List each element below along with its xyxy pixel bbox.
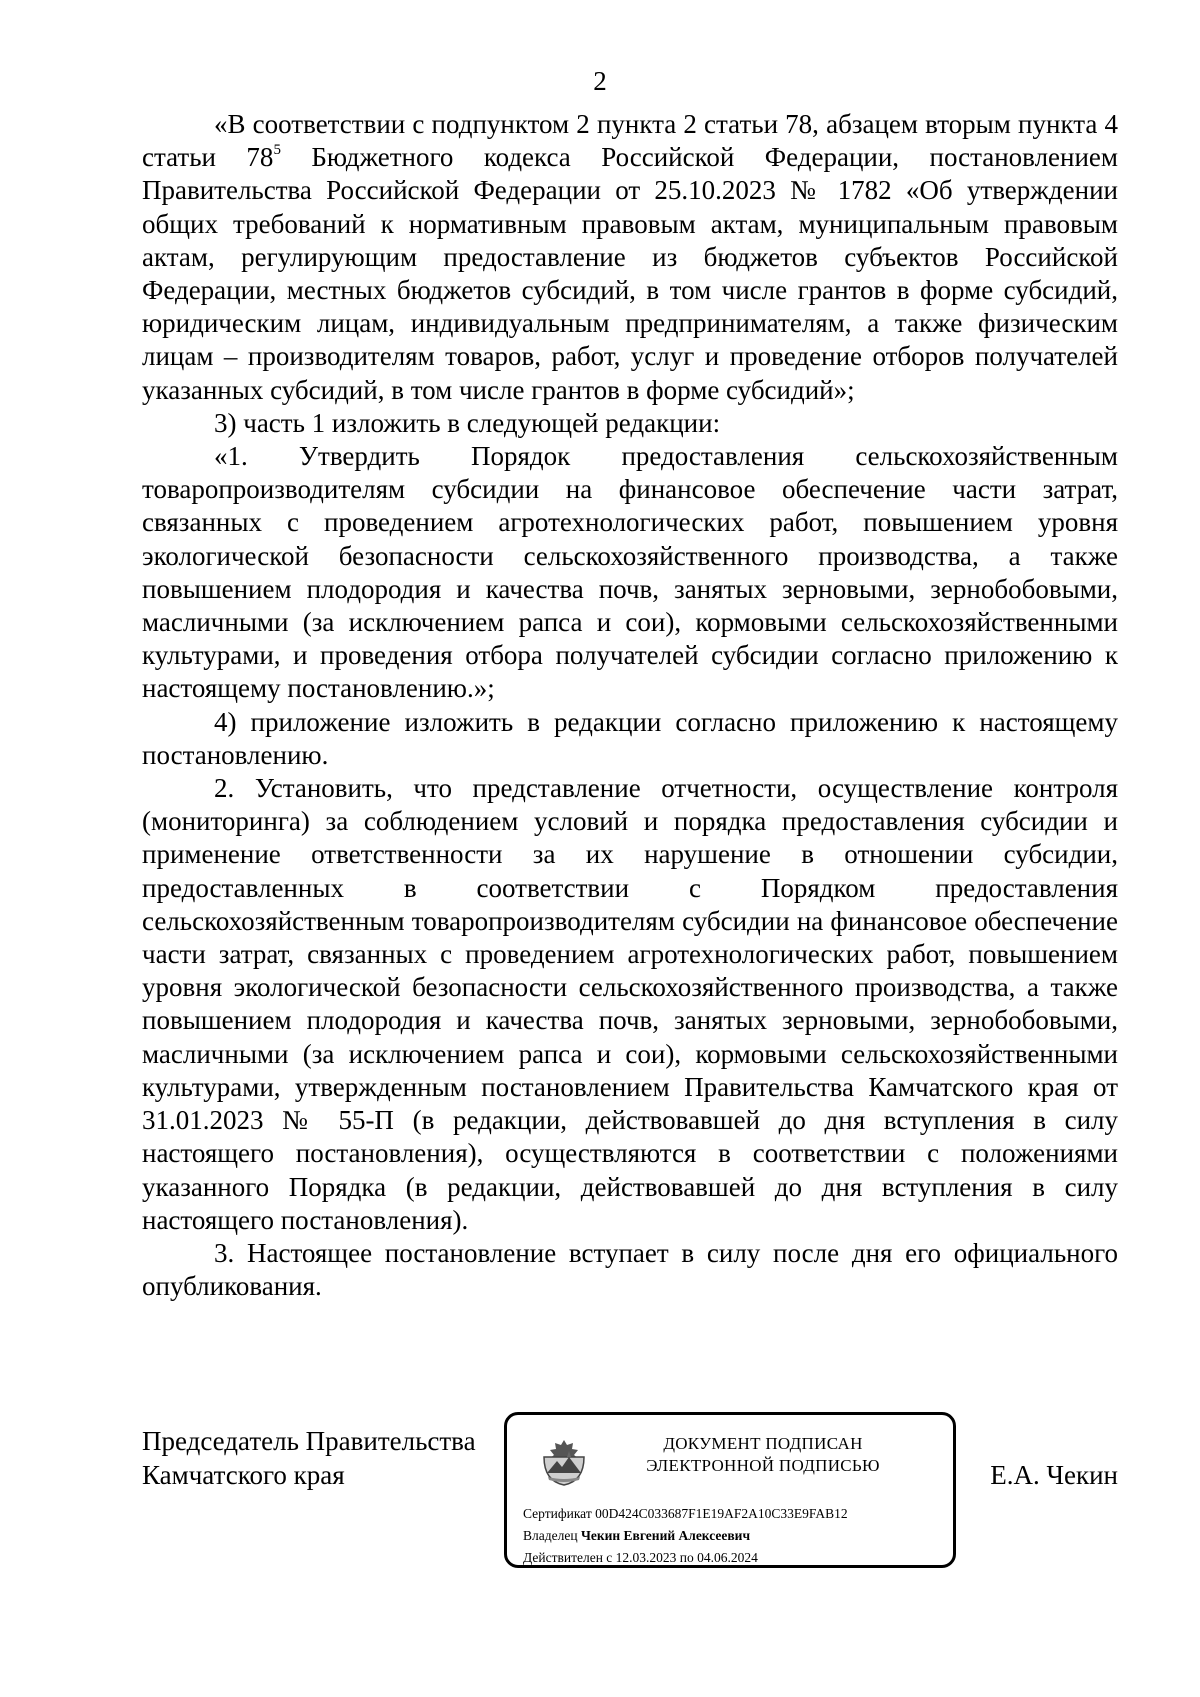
stamp-header-line1: ДОКУМЕНТ ПОДПИСАН bbox=[663, 1434, 863, 1453]
valid-to-date: 04.06.2024 bbox=[697, 1550, 758, 1565]
owner-label: Владелец bbox=[523, 1528, 578, 1543]
stamp-owner bbox=[523, 1525, 848, 1547]
valid-from-label: Действителен с bbox=[523, 1550, 613, 1565]
signer-name: Е.А. Чекин bbox=[990, 1460, 1118, 1490]
paragraph-1-text-b: Бюджетного кодекса Российской Федерации, постановлением Правительства Российской Федерации от 25.10.2023 № 1782 «Об утверждении общих требований к нормативным правовым актам, муниципальным правовым актам, регулирующим предоставление из бюджетов субъектов Российской Федерации, местных бюджетов субсидий, в том числе грантов в форме субсидий, юридическим лицам, индивидуальным предпринимателям, а также физическим лицам – производителям товаров, работ, услуг и проведение отборов получателей указанных субсидий, в том числе грантов в форме субсидий»; bbox=[142, 142, 1118, 405]
paragraph-2: 3) часть 1 изложить в следующей редакции: bbox=[214, 407, 721, 438]
paragraph-6: 3. Настоящее постановление вступает в силу после дня его официального опубликования. bbox=[142, 1237, 1118, 1302]
signer-position bbox=[142, 1424, 476, 1492]
owner-value: Чекин Евгений Алексеевич bbox=[580, 1528, 751, 1543]
valid-from-date: 12.03.2023 bbox=[615, 1550, 677, 1565]
stamp-validity bbox=[523, 1547, 848, 1569]
certificate-value: 00D424C033687F1E19AF2A10C33E9FAB12 bbox=[595, 1506, 848, 1521]
kamchatka-coat-of-arms-icon bbox=[539, 1437, 589, 1487]
paragraph-5: 2. Установить, что представление отчетности, осуществление контроля (мониторинга) за соблюдением условий и порядка предоставления субсидии и применение ответственности за их нарушение в отношении субсидии, предоставленных в соответствии с Порядком предоставления сельскохозяйственным товаропроизводителям субсидии на финансовое обеспечение части затрат, связанных с проведением агротехнологических работ, повышением уровня экологической безопасности сельскохозяйственного производства, а также повышением плодородия и качества почв, занятых зерновыми, зернобобовыми, масличными (за исключением рапса и сои), кормовыми сельскохозяйственными культурами, утвержденным постановлением Правительства Камчатского края от 31.01.2023 № 55-П (в редакции, действовавшей до дня вступления в силу настоящего постановления), осуществляются в соответствии с положениями указанного Порядка (в редакции, действовавшей до дня вступления в силу настоящего постановления). bbox=[142, 773, 1118, 1235]
superscript-5: 5 bbox=[273, 142, 281, 159]
stamp-header-line2: ЭЛЕКТРОННОЙ ПОДПИСЬЮ bbox=[646, 1456, 880, 1475]
paragraph-4: 4) приложение изложить в редакции согласно приложению к настоящему постановлению. bbox=[142, 706, 1118, 770]
paragraph-1 bbox=[142, 108, 1118, 407]
signature-block bbox=[142, 1424, 1118, 1564]
stamp-certificate bbox=[523, 1503, 848, 1525]
electronic-signature-stamp bbox=[504, 1412, 956, 1568]
page-number: 2 bbox=[593, 66, 607, 96]
document-body bbox=[142, 108, 1118, 1303]
valid-to-label: по bbox=[679, 1550, 694, 1565]
signer-position-line1: Председатель Правительства bbox=[142, 1426, 476, 1456]
certificate-label: Сертификат bbox=[523, 1506, 592, 1521]
paragraph-3: «1. Утвердить Порядок предоставления сельскохозяйственным товаропроизводителям субсидии на финансовое обеспечение части затрат, связанных с проведением агротехнологических работ, повышением уровня экологической безопасности сельскохозяйственного производства, а также повышением плодородия и качества почв, занятых зерновыми, зернобобовыми, масличными (за исключением рапса и сои), кормовыми сельскохозяйственными культурами, и проведения отбора получателей субсидии согласно приложению к настоящему постановлению.»; bbox=[142, 441, 1118, 704]
paragraph-1-text-a: «В соответствии с подпунктом 2 пункта 2 статьи 78, абзацем вторым пункта 4 статьи 78 bbox=[142, 109, 1118, 173]
stamp-header bbox=[603, 1433, 923, 1477]
stamp-details bbox=[523, 1503, 848, 1569]
signer-position-line2: Камчатского края bbox=[142, 1460, 345, 1490]
